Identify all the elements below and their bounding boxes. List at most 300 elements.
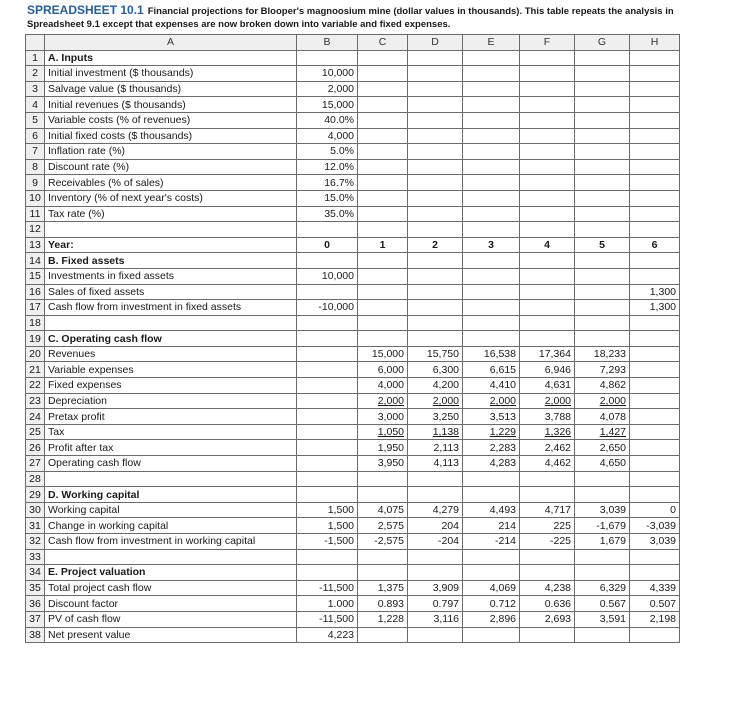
cell-label[interactable]: Operating cash flow [45,456,297,472]
cell-value[interactable] [630,331,680,347]
cell-value[interactable] [520,331,575,347]
cell-value[interactable] [463,627,520,643]
cell-value[interactable] [630,253,680,269]
row-number[interactable]: 36 [26,596,45,612]
cell-value[interactable]: -11,500 [297,611,358,627]
row-number[interactable]: 29 [26,487,45,503]
cell-value[interactable] [520,190,575,206]
row-number[interactable]: 27 [26,456,45,472]
cell-value[interactable] [630,66,680,82]
cell-value[interactable]: 0 [297,237,358,253]
cell-label[interactable]: Tax [45,424,297,440]
cell-value[interactable]: 4,000 [358,378,408,394]
cell-value[interactable]: 1.000 [297,596,358,612]
cell-value[interactable]: 10,000 [297,66,358,82]
cell-value[interactable] [575,565,630,581]
cell-value[interactable] [408,175,463,191]
cell-value[interactable]: -225 [520,534,575,550]
cell-value[interactable] [520,393,575,409]
cell-value[interactable] [575,424,630,440]
cell-value[interactable]: -1,500 [297,534,358,550]
cell-value[interactable]: 35.0% [297,206,358,222]
cell-value[interactable] [630,487,680,503]
cell-value[interactable]: 5.0% [297,144,358,160]
cell-value[interactable] [358,206,408,222]
cell-value[interactable]: 3,513 [463,409,520,425]
row-number[interactable]: 6 [26,128,45,144]
cell-value[interactable] [408,471,463,487]
cell-value[interactable] [297,378,358,394]
cell-value[interactable]: 1,500 [297,502,358,518]
cell-label[interactable]: Pretax profit [45,409,297,425]
cell-value[interactable] [358,159,408,175]
cell-value[interactable] [408,50,463,66]
cell-label[interactable]: Discount factor [45,596,297,612]
cell-value[interactable] [463,190,520,206]
cell-value[interactable]: 18,233 [575,346,630,362]
cell-value[interactable] [297,565,358,581]
cell-value[interactable] [408,128,463,144]
cell-label[interactable]: Investments in fixed assets [45,268,297,284]
cell-value[interactable]: 2,693 [520,611,575,627]
cell-value[interactable] [297,222,358,238]
row-number[interactable]: 8 [26,159,45,175]
cell-value[interactable] [575,144,630,160]
cell-value[interactable] [520,175,575,191]
cell-value[interactable]: 3,250 [408,409,463,425]
cell-value[interactable] [630,565,680,581]
cell-value[interactable] [520,97,575,113]
cell-value[interactable] [408,159,463,175]
row-number[interactable]: 30 [26,502,45,518]
cell-value[interactable]: 6 [630,237,680,253]
cell-value[interactable]: 4,069 [463,580,520,596]
cell-value[interactable] [408,97,463,113]
cell-value[interactable] [463,393,520,409]
cell-value[interactable]: 204 [408,518,463,534]
cell-value[interactable]: 2 [408,237,463,253]
cell-value[interactable]: -214 [463,534,520,550]
cell-value[interactable]: 4,410 [463,378,520,394]
cell-value[interactable] [575,97,630,113]
cell-value[interactable] [575,393,630,409]
cell-value[interactable] [520,487,575,503]
cell-label[interactable]: Variable costs (% of revenues) [45,112,297,128]
cell-value[interactable] [520,471,575,487]
cell-value[interactable]: 0.893 [358,596,408,612]
cell-value[interactable] [358,66,408,82]
cell-value[interactable] [463,549,520,565]
cell-value[interactable]: -1,679 [575,518,630,534]
cell-label[interactable] [45,471,297,487]
cell-value[interactable] [463,50,520,66]
cell-value[interactable]: 0.567 [575,596,630,612]
cell-value[interactable]: 4,631 [520,378,575,394]
cell-value[interactable] [358,424,408,440]
cell-value[interactable]: 4,279 [408,502,463,518]
cell-value[interactable] [630,190,680,206]
cell-value[interactable] [297,315,358,331]
cell-value[interactable] [463,206,520,222]
cell-value[interactable] [463,159,520,175]
cell-value[interactable] [463,471,520,487]
cell-value[interactable] [408,253,463,269]
column-header-h[interactable]: H [630,35,680,51]
cell-value[interactable]: 15.0% [297,190,358,206]
cell-value[interactable] [297,409,358,425]
cell-value[interactable] [575,50,630,66]
cell-value[interactable]: 0.712 [463,596,520,612]
cell-label[interactable]: Depreciation [45,393,297,409]
cell-label[interactable]: Working capital [45,502,297,518]
cell-value[interactable] [630,222,680,238]
cell-value[interactable]: 40.0% [297,112,358,128]
cell-value[interactable] [408,144,463,160]
cell-value[interactable]: 4,000 [297,128,358,144]
cell-value[interactable]: 2,650 [575,440,630,456]
row-number[interactable]: 12 [26,222,45,238]
cell-value[interactable] [463,268,520,284]
row-number[interactable]: 7 [26,144,45,160]
cell-value[interactable] [408,424,463,440]
cell-value[interactable] [520,300,575,316]
column-header-g[interactable]: G [575,35,630,51]
cell-value[interactable]: 3,039 [630,534,680,550]
row-number[interactable]: 2 [26,66,45,82]
cell-value[interactable] [575,66,630,82]
cell-value[interactable] [630,81,680,97]
cell-value[interactable] [575,315,630,331]
row-number[interactable]: 23 [26,393,45,409]
cell-value[interactable] [575,159,630,175]
cell-value[interactable] [358,112,408,128]
row-number[interactable]: 14 [26,253,45,269]
cell-value[interactable] [408,300,463,316]
row-number[interactable]: 31 [26,518,45,534]
cell-value[interactable] [575,487,630,503]
cell-value[interactable]: 0.507 [630,596,680,612]
cell-value[interactable] [408,331,463,347]
cell-label[interactable]: Cash flow from investment in fixed assets [45,300,297,316]
cell-value[interactable]: 4,078 [575,409,630,425]
cell-value[interactable]: 3,788 [520,409,575,425]
cell-value[interactable]: 2,113 [408,440,463,456]
cell-value[interactable]: 0 [630,502,680,518]
cell-value[interactable]: 2,198 [630,611,680,627]
cell-value[interactable]: 1,375 [358,580,408,596]
cell-value[interactable] [463,128,520,144]
cell-value[interactable] [575,471,630,487]
cell-value[interactable]: 0.636 [520,596,575,612]
cell-value[interactable] [630,144,680,160]
cell-label[interactable] [45,549,297,565]
cell-value[interactable] [463,315,520,331]
cell-value[interactable]: 1,300 [630,300,680,316]
cell-label[interactable]: Initial investment ($ thousands) [45,66,297,82]
cell-label[interactable]: Initial revenues ($ thousands) [45,97,297,113]
cell-label[interactable]: Cash flow from investment in working capital [45,534,297,550]
cell-label[interactable]: Tax rate (%) [45,206,297,222]
cell-value[interactable]: -2,575 [358,534,408,550]
column-header-d[interactable]: D [408,35,463,51]
row-number[interactable]: 15 [26,268,45,284]
cell-label[interactable]: PV of cash flow [45,611,297,627]
cell-label[interactable]: D. Working capital [45,487,297,503]
row-number[interactable]: 35 [26,580,45,596]
cell-value[interactable] [408,487,463,503]
cell-value[interactable] [520,222,575,238]
row-number[interactable]: 11 [26,206,45,222]
cell-value[interactable] [575,206,630,222]
cell-value[interactable] [408,268,463,284]
cell-value[interactable] [408,190,463,206]
cell-value[interactable] [358,627,408,643]
cell-value[interactable] [297,346,358,362]
cell-value[interactable]: 1,950 [358,440,408,456]
cell-value[interactable] [520,565,575,581]
cell-label[interactable]: Inventory (% of next year's costs) [45,190,297,206]
cell-value[interactable] [575,128,630,144]
cell-value[interactable] [463,222,520,238]
cell-value[interactable]: 12.0% [297,159,358,175]
column-header-a[interactable]: A [45,35,297,51]
cell-label[interactable]: E. Project valuation [45,565,297,581]
cell-value[interactable] [630,362,680,378]
cell-value[interactable] [520,284,575,300]
cell-value[interactable]: 4,493 [463,502,520,518]
cell-label[interactable]: C. Operating cash flow [45,331,297,347]
row-number[interactable]: 3 [26,81,45,97]
cell-value[interactable] [297,253,358,269]
cell-value[interactable] [463,424,520,440]
cell-label[interactable]: Sales of fixed assets [45,284,297,300]
cell-value[interactable] [358,222,408,238]
cell-value[interactable]: 4,339 [630,580,680,596]
cell-value[interactable] [630,627,680,643]
cell-value[interactable] [575,112,630,128]
cell-value[interactable] [358,565,408,581]
row-number[interactable]: 32 [26,534,45,550]
row-number[interactable]: 33 [26,549,45,565]
row-number[interactable]: 9 [26,175,45,191]
cell-value[interactable]: 4,717 [520,502,575,518]
cell-value[interactable] [575,549,630,565]
cell-value[interactable] [630,346,680,362]
cell-value[interactable]: 4,223 [297,627,358,643]
cell-value[interactable] [575,268,630,284]
cell-label[interactable]: Initial fixed costs ($ thousands) [45,128,297,144]
cell-value[interactable]: 6,946 [520,362,575,378]
cell-value[interactable] [520,627,575,643]
cell-value[interactable] [520,268,575,284]
row-number[interactable]: 34 [26,565,45,581]
cell-value[interactable] [297,471,358,487]
cell-value[interactable] [575,300,630,316]
cell-value[interactable] [520,112,575,128]
cell-value[interactable]: -11,500 [297,580,358,596]
cell-value[interactable] [297,440,358,456]
cell-value[interactable] [575,190,630,206]
cell-value[interactable] [358,190,408,206]
cell-value[interactable] [520,315,575,331]
cell-value[interactable] [575,81,630,97]
cell-value[interactable] [520,66,575,82]
cell-value[interactable] [630,456,680,472]
cell-value[interactable] [358,315,408,331]
cell-value[interactable]: 6,329 [575,580,630,596]
row-number[interactable]: 25 [26,424,45,440]
cell-value[interactable] [358,81,408,97]
cell-value[interactable] [520,81,575,97]
cell-value[interactable] [408,284,463,300]
cell-value[interactable]: 3,591 [575,611,630,627]
cell-value[interactable] [630,549,680,565]
cell-value[interactable]: 0.797 [408,596,463,612]
cell-value[interactable] [575,253,630,269]
cell-value[interactable] [463,175,520,191]
cell-value[interactable] [358,331,408,347]
row-number[interactable]: 22 [26,378,45,394]
cell-value[interactable] [630,471,680,487]
row-number[interactable]: 21 [26,362,45,378]
cell-value[interactable] [630,440,680,456]
cell-label[interactable]: Receivables (% of sales) [45,175,297,191]
cell-value[interactable] [358,50,408,66]
cell-value[interactable] [520,128,575,144]
cell-value[interactable]: 15,000 [297,97,358,113]
column-header-c[interactable]: C [358,35,408,51]
cell-value[interactable] [520,206,575,222]
cell-value[interactable] [463,112,520,128]
cell-value[interactable]: 4,462 [520,456,575,472]
cell-value[interactable] [463,300,520,316]
cell-label[interactable] [45,222,297,238]
cell-value[interactable]: 2,283 [463,440,520,456]
cell-value[interactable]: 4,650 [575,456,630,472]
cell-value[interactable] [520,159,575,175]
cell-value[interactable] [463,487,520,503]
cell-label[interactable]: B. Fixed assets [45,253,297,269]
cell-value[interactable] [408,81,463,97]
cell-value[interactable] [297,393,358,409]
cell-label[interactable]: A. Inputs [45,50,297,66]
cell-value[interactable]: 225 [520,518,575,534]
cell-value[interactable] [630,112,680,128]
cell-value[interactable] [358,300,408,316]
row-number[interactable]: 4 [26,97,45,113]
cell-value[interactable] [630,97,680,113]
cell-value[interactable] [408,66,463,82]
cell-value[interactable] [297,50,358,66]
cell-value[interactable] [408,549,463,565]
cell-value[interactable] [358,471,408,487]
cell-label[interactable]: Year: [45,237,297,253]
row-number[interactable]: 10 [26,190,45,206]
cell-value[interactable] [463,81,520,97]
cell-value[interactable] [575,175,630,191]
cell-value[interactable] [630,175,680,191]
cell-value[interactable] [630,378,680,394]
cell-value[interactable]: 4,238 [520,580,575,596]
cell-value[interactable] [575,284,630,300]
cell-value[interactable]: 3,909 [408,580,463,596]
cell-value[interactable]: 3,000 [358,409,408,425]
cell-value[interactable] [358,175,408,191]
cell-value[interactable] [630,393,680,409]
cell-value[interactable] [297,362,358,378]
cell-value[interactable] [630,206,680,222]
cell-value[interactable]: 6,300 [408,362,463,378]
cell-value[interactable] [297,284,358,300]
cell-value[interactable]: 1,679 [575,534,630,550]
row-number[interactable]: 26 [26,440,45,456]
cell-label[interactable]: Revenues [45,346,297,362]
row-number[interactable]: 24 [26,409,45,425]
cell-value[interactable] [575,627,630,643]
cell-value[interactable]: 4,862 [575,378,630,394]
cell-value[interactable]: 1 [358,237,408,253]
cell-value[interactable] [463,284,520,300]
row-number[interactable]: 28 [26,471,45,487]
row-number[interactable]: 20 [26,346,45,362]
cell-value[interactable]: -3,039 [630,518,680,534]
cell-value[interactable] [463,144,520,160]
cell-value[interactable]: 3 [463,237,520,253]
cell-value[interactable]: 2,575 [358,518,408,534]
cell-value[interactable] [630,409,680,425]
cell-value[interactable]: 10,000 [297,268,358,284]
cell-value[interactable] [358,253,408,269]
cell-value[interactable] [520,144,575,160]
cell-value[interactable] [408,206,463,222]
cell-value[interactable] [575,331,630,347]
row-number[interactable]: 5 [26,112,45,128]
cell-value[interactable] [408,222,463,238]
cell-value[interactable] [297,487,358,503]
cell-label[interactable]: Net present value [45,627,297,643]
row-number[interactable]: 1 [26,50,45,66]
cell-value[interactable] [520,549,575,565]
cell-value[interactable] [463,331,520,347]
cell-value[interactable] [358,284,408,300]
cell-value[interactable]: 2,000 [297,81,358,97]
column-header-b[interactable]: B [297,35,358,51]
row-number[interactable]: 38 [26,627,45,643]
cell-value[interactable] [630,128,680,144]
column-header-e[interactable]: E [463,35,520,51]
cell-label[interactable]: Total project cash flow [45,580,297,596]
column-header-f[interactable]: F [520,35,575,51]
cell-value[interactable] [358,393,408,409]
cell-value[interactable] [630,159,680,175]
cell-value[interactable]: 1,500 [297,518,358,534]
cell-value[interactable]: 5 [575,237,630,253]
cell-value[interactable]: 6,615 [463,362,520,378]
cell-value[interactable] [463,66,520,82]
row-number[interactable]: 16 [26,284,45,300]
cell-label[interactable] [45,315,297,331]
cell-value[interactable] [297,424,358,440]
cell-value[interactable] [358,487,408,503]
cell-value[interactable] [297,331,358,347]
cell-value[interactable]: 3,116 [408,611,463,627]
cell-value[interactable] [408,393,463,409]
cell-value[interactable] [408,315,463,331]
cell-value[interactable]: 17,364 [520,346,575,362]
cell-value[interactable] [408,565,463,581]
cell-value[interactable] [358,268,408,284]
cell-value[interactable] [297,456,358,472]
